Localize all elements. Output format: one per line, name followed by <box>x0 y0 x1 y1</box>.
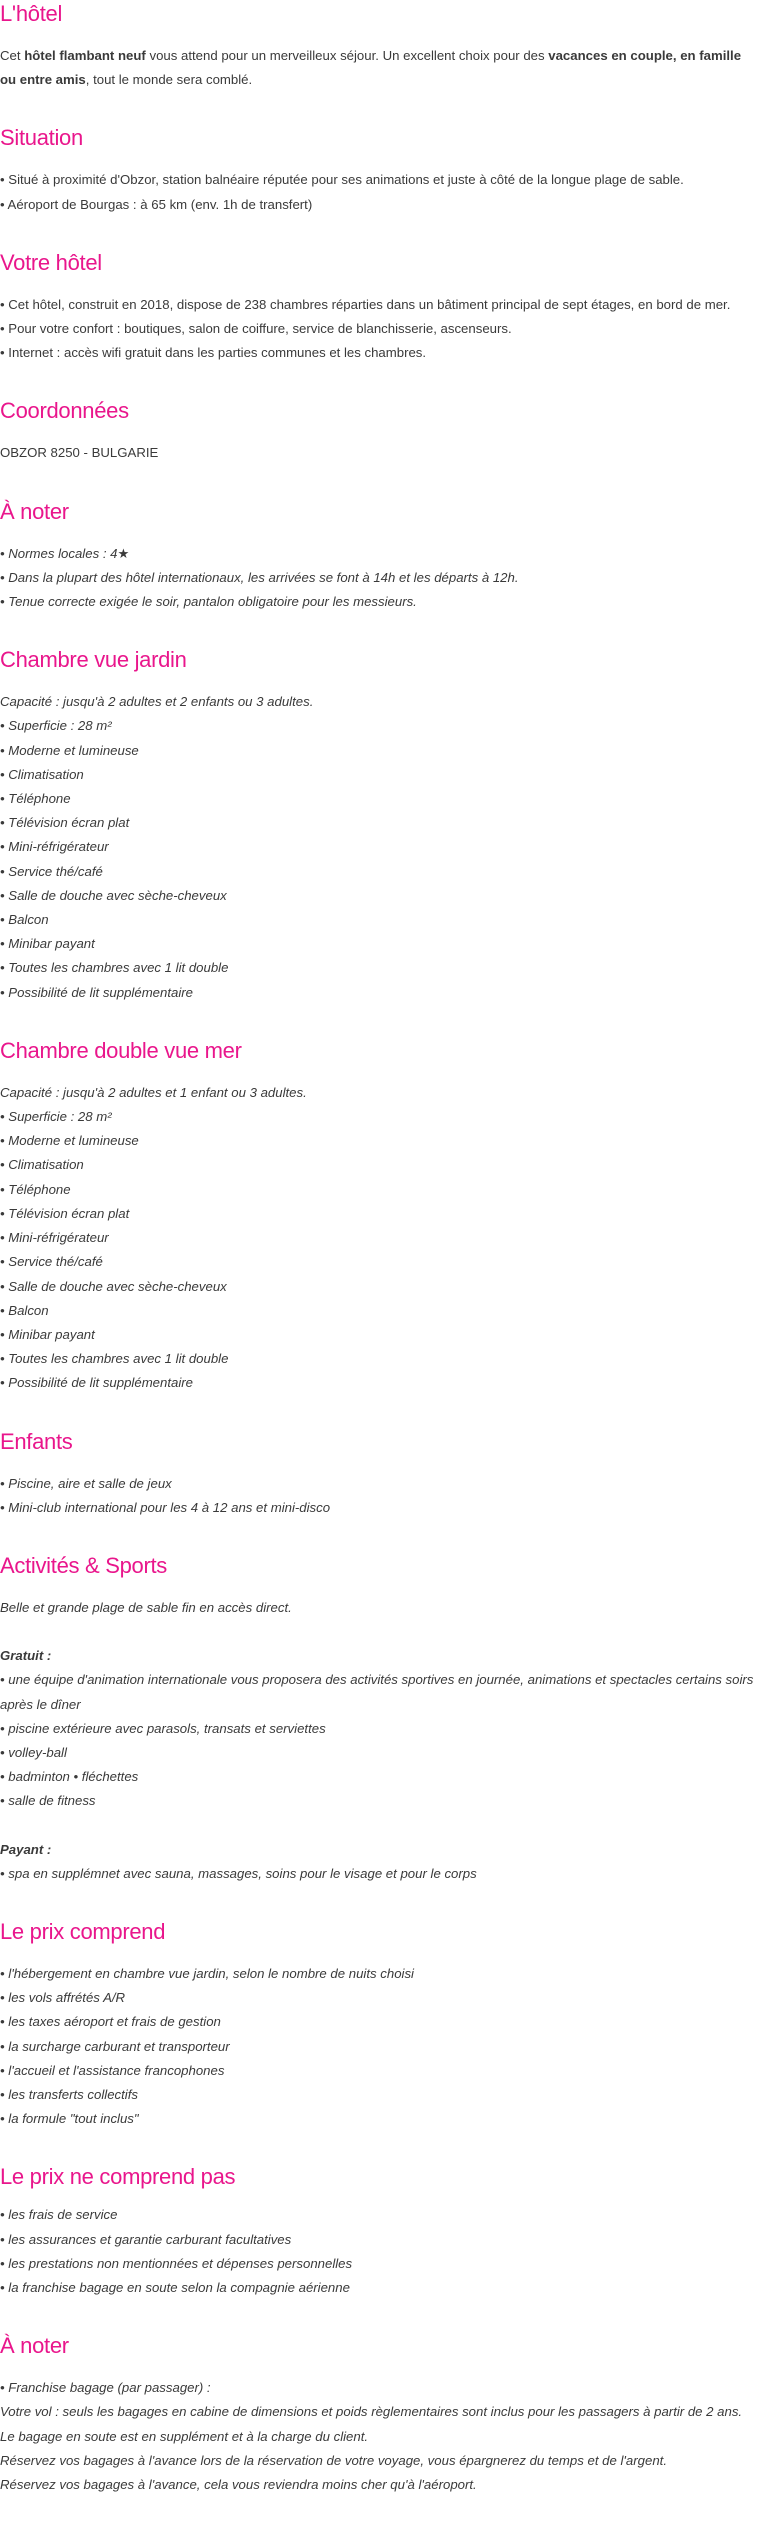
room-feature: • Service thé/café <box>0 1254 103 1270</box>
bagage-line: • Franchise bagage (par passager) : <box>0 2380 211 2396</box>
section-coordonnees <box>0 397 758 465</box>
hotel-intro <box>0 44 758 92</box>
room-feature: • Balcon <box>0 1302 49 1318</box>
room-feature: • Superficie : 28 m² <box>0 1109 112 1125</box>
prix-ne-comprend-pas-line: • la franchise bagage en soute selon la compagnie aérienne <box>0 2279 350 2295</box>
hotel-intro-bold-1: hôtel flambant neuf <box>24 48 146 63</box>
room-feature: • Télévision écran plat <box>0 1205 130 1221</box>
section-chambre-vue-jardin <box>0 646 758 1005</box>
section-chambre-double-vue-mer <box>0 1037 758 1396</box>
hotel-intro-text-2: vous attend pour un merveilleux séjour. Un excellent choix pour des <box>145 48 549 63</box>
prix-comprend-body <box>0 1962 758 2131</box>
prix-comprend-line: • les taxes aéroport et frais de gestion <box>0 2014 221 2030</box>
room-feature: • Toutes les chambres avec 1 lit double <box>0 960 229 976</box>
section-title-enfants: Enfants <box>0 1428 73 1454</box>
address-line: OBZOR 8250 - BULGARIE <box>0 445 159 461</box>
section-prix-comprend <box>0 1918 758 2131</box>
payant-label: Payant : <box>0 1841 52 1857</box>
room-feature: • Mini-réfrigérateur <box>0 839 109 855</box>
a-noter-body <box>0 542 758 615</box>
situation-line: • Situé à proximité d'Obzor, station balnéaire réputée pour ses animations et juste à côté de la longue plage de sable. <box>0 172 684 188</box>
section-hotel <box>0 0 758 92</box>
room-feature: • Climatisation <box>0 766 84 782</box>
section-a-noter-bagages <box>0 2332 758 2497</box>
section-title-a-noter: À noter <box>0 498 69 524</box>
section-situation <box>0 124 758 216</box>
bagage-line: Réservez vos bagages à l'avance, cela vous reviendra moins cher qu'à l'aéroport. <box>0 2477 477 2492</box>
bagage-line: Réservez vos bagages à l'avance lors de la réservation de votre voyage, vous épargnerez du temps et de l'argent. <box>0 2452 667 2468</box>
prix-comprend-line: • l'hébergement en chambre vue jardin, selon le nombre de nuits choisi <box>0 1965 414 1981</box>
enfants-line: • Mini-club international pour les 4 à 12 ans et mini-disco <box>0 1499 331 1515</box>
section-enfants <box>0 1428 758 1520</box>
prix-comprend-line: • les vols affrétés A/R <box>0 1990 126 2006</box>
a-noter-line: • Normes locales : 4★ <box>0 545 130 561</box>
room-feature: • Possibilité de lit supplémentaire <box>0 984 194 1000</box>
chambre-double-vue-mer-body <box>0 1081 758 1396</box>
a-noter-bagages-body <box>0 2376 758 2497</box>
section-title-activites-sports: Activités & Sports <box>0 1552 167 1578</box>
room-feature: • Moderne et lumineuse <box>0 742 139 758</box>
room-feature: • Climatisation <box>0 1157 84 1173</box>
prix-comprend-line: • l'accueil et l'assistance francophones <box>0 2062 225 2078</box>
room-feature: • Télévision écran plat <box>0 815 130 831</box>
hotel-intro-text-3: , tout le monde sera comblé. <box>85 72 253 88</box>
room-feature: • Superficie : 28 m² <box>0 718 112 734</box>
section-prix-ne-comprend-pas <box>0 2163 758 2300</box>
activites-intro: Belle et grande plage de sable fin en accès direct. <box>0 1599 292 1615</box>
gratuit-line: • salle de fitness <box>0 1793 96 1809</box>
room-feature: • Téléphone <box>0 791 71 807</box>
enfants-line: • Piscine, aire et salle de jeux <box>0 1475 172 1491</box>
gratuit-line: • volley-ball <box>0 1744 67 1760</box>
room-capacity: Capacité : jusqu'à 2 adultes et 2 enfants ou 3 adultes. <box>0 694 314 710</box>
votre-hotel-line: • Internet : accès wifi gratuit dans les parties communes et les chambres. <box>0 345 427 361</box>
section-title-prix-ne-comprend-pas: Le prix ne comprend pas <box>0 2164 236 2190</box>
spacer <box>0 1814 758 1838</box>
gratuit-line: • piscine extérieure avec parasols, transats et serviettes <box>0 1720 326 1736</box>
bagage-line: Le bagage en soute est en supplément et à la charge du client. <box>0 2428 369 2444</box>
situation-body <box>0 168 758 216</box>
prix-comprend-line: • la formule "tout inclus" <box>0 2111 139 2127</box>
room-feature: • Salle de douche avec sèche-cheveux <box>0 887 227 903</box>
section-title-a-noter-bagages: À noter <box>0 2333 69 2359</box>
prix-ne-comprend-pas-line: • les frais de service <box>0 2207 118 2223</box>
votre-hotel-body <box>0 293 758 366</box>
enfants-body <box>0 1472 758 1520</box>
section-title-chambre-vue-jardin: Chambre vue jardin <box>0 647 187 673</box>
section-a-noter <box>0 498 758 615</box>
coordonnees-body <box>0 441 758 465</box>
activites-body <box>0 1596 758 1886</box>
gratuit-line: • badminton • fléchettes <box>0 1769 139 1785</box>
hotel-intro-bold-2: vacances en couple, en famille ou entre amis <box>0 48 742 88</box>
bagage-line: Votre vol : seuls les bagages en cabine de dimensions et poids règlementaires sont inclus pour les passagers à partir de 2 ans. <box>0 2404 743 2420</box>
room-feature: • Mini-réfrigérateur <box>0 1230 109 1246</box>
room-feature: • Salle de douche avec sèche-cheveux <box>0 1278 227 1294</box>
votre-hotel-line: • Pour votre confort : boutiques, salon de coiffure, service de blanchisserie, ascenseurs. <box>0 321 512 337</box>
payant-line: • spa en supplémnet avec sauna, massages, soins pour le visage et pour le corps <box>0 1865 477 1881</box>
room-feature: • Toutes les chambres avec 1 lit double <box>0 1351 229 1367</box>
room-feature: • Service thé/café <box>0 863 103 879</box>
room-feature: • Téléphone <box>0 1181 71 1197</box>
prix-ne-comprend-pas-line: • les assurances et garantie carburant facultatives <box>0 2231 292 2247</box>
section-title-prix-comprend: Le prix comprend <box>0 1918 166 1944</box>
prix-comprend-line: • la surcharge carburant et transporteur <box>0 2038 230 2054</box>
section-activites-sports <box>0 1552 758 1886</box>
section-votre-hotel <box>0 249 758 366</box>
gratuit-line: • une équipe d'animation internationale vous proposera des activités sportives en journée, animations et spectacles certains soirs après le dîner <box>0 1672 754 1712</box>
spacer <box>0 1620 758 1644</box>
section-title-situation: Situation <box>0 125 83 151</box>
room-feature: • Minibar payant <box>0 936 95 952</box>
room-feature: • Moderne et lumineuse <box>0 1133 139 1149</box>
section-title-votre-hotel: Votre hôtel <box>0 249 102 275</box>
situation-line: • Aéroport de Bourgas : à 65 km (env. 1h de transfert) <box>0 196 313 212</box>
room-feature: • Possibilité de lit supplémentaire <box>0 1375 194 1391</box>
prix-ne-comprend-pas-body <box>0 2203 758 2300</box>
room-feature: • Balcon <box>0 912 49 928</box>
a-noter-line: • Tenue correcte exigée le soir, pantalon obligatoire pour les messieurs. <box>0 594 417 610</box>
prix-ne-comprend-pas-line: • les prestations non mentionnées et dépenses personnelles <box>0 2255 353 2271</box>
prix-comprend-line: • les transferts collectifs <box>0 2086 138 2102</box>
chambre-vue-jardin-body <box>0 690 758 1005</box>
section-title-chambre-double-vue-mer: Chambre double vue mer <box>0 1037 242 1063</box>
room-feature: • Minibar payant <box>0 1326 95 1342</box>
section-title-hotel: L'hôtel <box>0 1 63 26</box>
room-capacity: Capacité : jusqu'à 2 adultes et 1 enfant ou 3 adultes. <box>0 1084 307 1100</box>
a-noter-line: • Dans la plupart des hôtel internationaux, les arrivées se font à 14h et les départs à 12h. <box>0 569 519 585</box>
gratuit-label: Gratuit : <box>0 1648 52 1664</box>
votre-hotel-line: • Cet hôtel, construit en 2018, dispose de 238 chambres réparties dans un bâtiment principal de sept étages, en bord de mer. <box>0 296 731 312</box>
hotel-intro-text-1: Cet <box>0 48 25 63</box>
section-title-coordonnees: Coordonnées <box>0 398 129 424</box>
